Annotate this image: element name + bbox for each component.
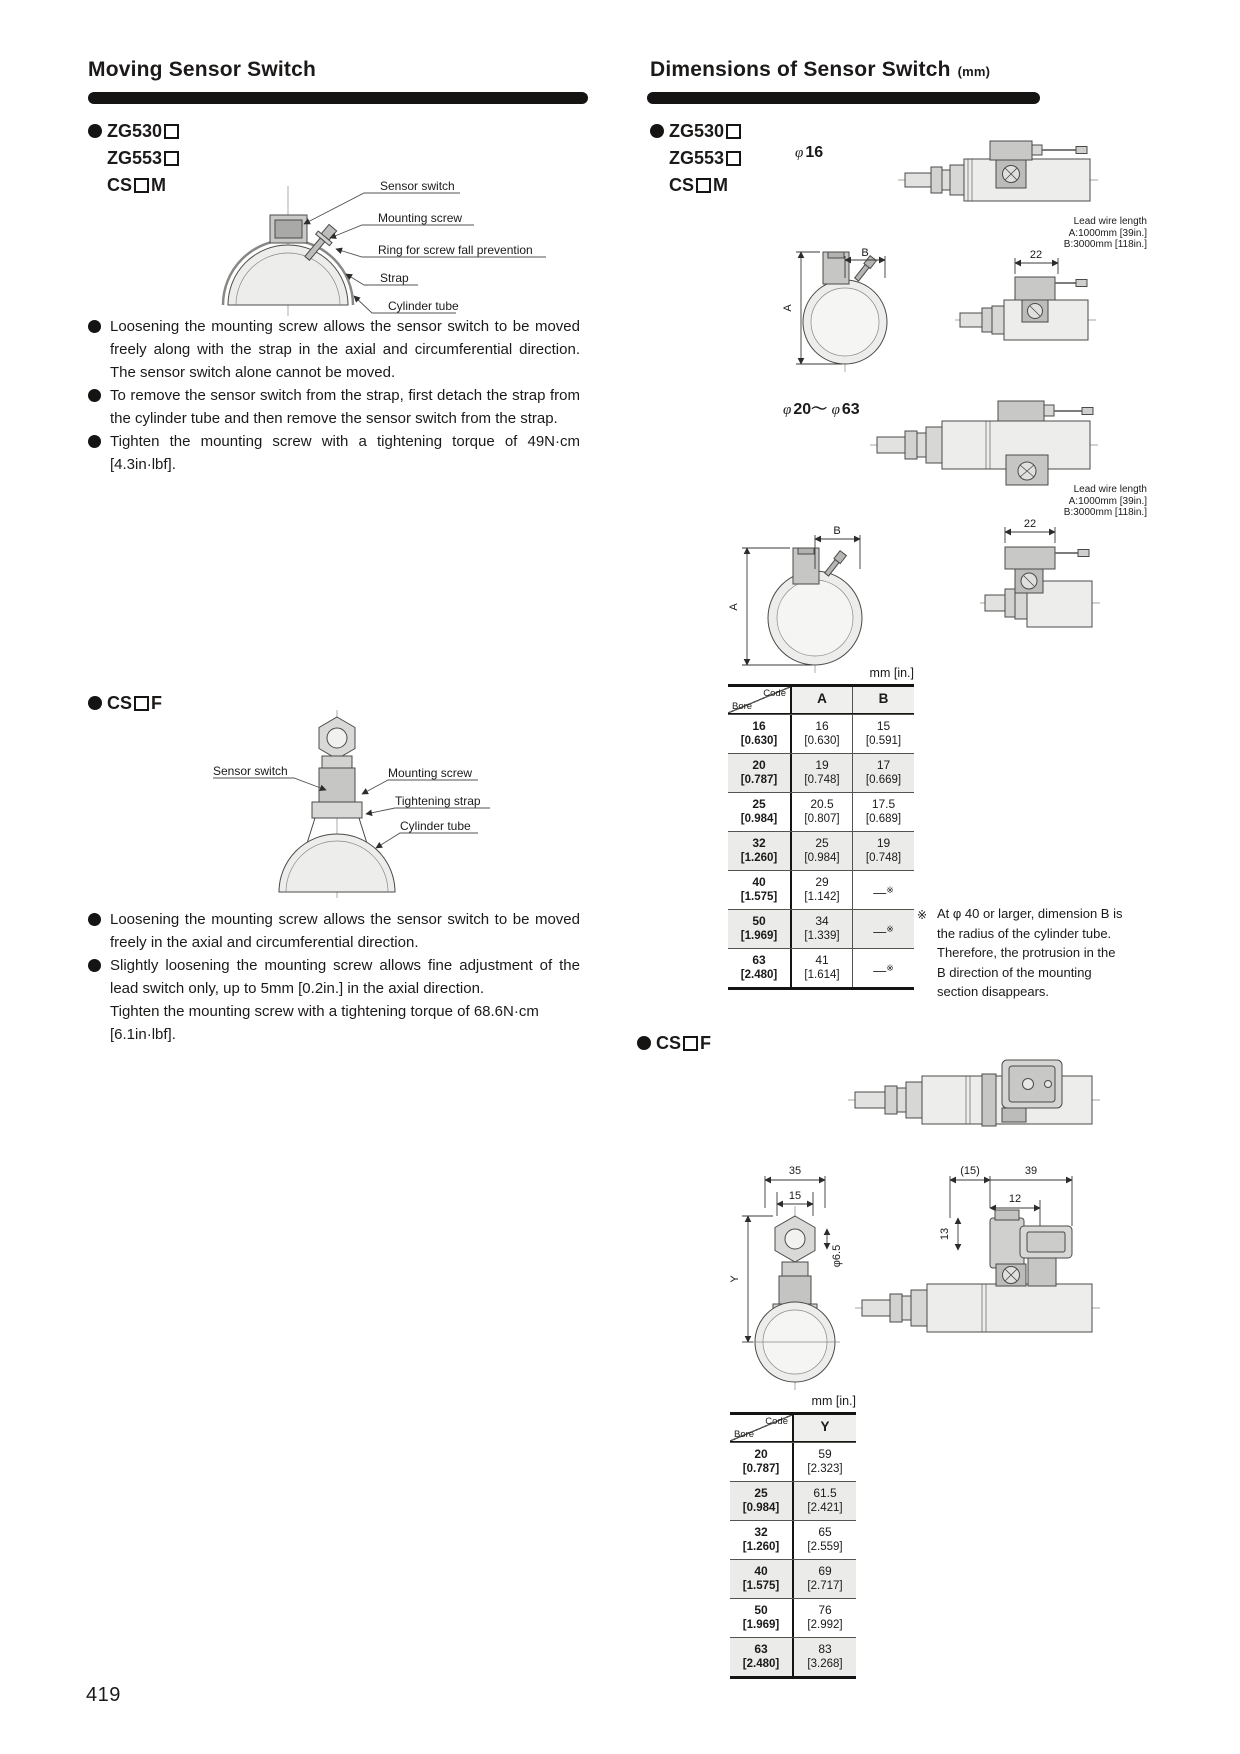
footnote-line: B direction of the mounting (937, 964, 1092, 980)
lead-wire-line: Lead wire length (1073, 484, 1147, 495)
table-row (728, 792, 914, 831)
lead-wire-note-2 (1053, 484, 1147, 519)
col-header-y: Y (794, 1415, 856, 1441)
cell-b: 17 [0.669] (853, 754, 914, 792)
diagram-moving-switch-band (168, 708, 558, 900)
right-title-text: Dimensions of Sensor Switch (650, 58, 951, 81)
cell-a: 41 [1.614] (792, 949, 853, 987)
cell-b: —※ (853, 910, 914, 948)
model-code-suffix: M (713, 175, 729, 195)
side-view-bottom (955, 249, 1096, 340)
body (855, 1210, 1100, 1332)
callout-sensor-switch: Sensor switch (213, 764, 288, 778)
table-header-row (728, 687, 914, 714)
cell-bore: 50 [1.969] (730, 1599, 794, 1637)
page-number: 419 (86, 1684, 121, 1706)
mounting-screw (823, 551, 846, 577)
phi-value: 16 (805, 144, 824, 161)
dim-label-b: B (833, 525, 841, 537)
leader-sensor-switch (213, 778, 326, 790)
table-row (730, 1598, 856, 1637)
side-view-top (848, 1060, 1100, 1126)
leader-cylinder-tube (376, 833, 478, 848)
cylinder-tube-dome (279, 834, 395, 892)
left-bullet-list-2 (88, 908, 580, 1046)
bullet-dot-icon (88, 435, 101, 448)
side-view-bottom (980, 518, 1100, 627)
dim-label-39: 39 (1024, 1165, 1038, 1177)
corner-bore: Bore (732, 701, 753, 712)
sensor-switch (1005, 547, 1055, 569)
cell-a: 25 [0.984] (792, 832, 853, 870)
dimension-drawing-phi20-63 (630, 395, 1160, 680)
bullet-item (88, 315, 580, 384)
table-header-row (730, 1415, 856, 1442)
callout-cylinder-tube: Cylinder tube (400, 819, 471, 833)
mounting-bracket (1002, 1108, 1026, 1122)
corner-cell (728, 687, 792, 713)
dimension-table-y (730, 1412, 856, 1679)
lead-wire-line: B:3000mm [118in.] (1063, 239, 1147, 250)
table-row (728, 714, 914, 753)
dim-label-phi65: φ6.5 (831, 1244, 843, 1268)
cell-b: 17.5 [0.689] (853, 793, 914, 831)
model-code: ZG530 (669, 121, 725, 141)
hex-nut-hole (785, 1229, 805, 1249)
dim-13 (939, 1218, 958, 1250)
lead-wire-line: Lead wire length (1073, 216, 1147, 227)
cell-b: —※ (853, 871, 914, 909)
cell-bore: 50 [1.969] (728, 910, 792, 948)
table-row (728, 909, 914, 948)
corner-code: Code (763, 688, 786, 699)
table-row (730, 1637, 856, 1676)
footnote-line: the radius of the cylinder tube. (937, 925, 1112, 941)
bullet-continuation: Tighten the mounting screw with a tightening torque of 68.6N·cm [6.1in·lbf]. (110, 1003, 539, 1043)
table-row (728, 948, 914, 987)
lead-wire-line: B:3000mm [118in.] (1063, 507, 1147, 518)
option-box-icon (134, 696, 149, 711)
footnote-line: section disappears. (937, 984, 1050, 999)
leader-mounting-screw (330, 225, 474, 238)
sensor-switch (1015, 277, 1055, 300)
bullet-dot-icon (88, 124, 102, 138)
connector-vertical (990, 1218, 1024, 1268)
phi-symbol: φ (831, 402, 840, 418)
footnote-mark: ※ (917, 908, 928, 922)
leader-mounting-screw (362, 780, 478, 794)
bullet-dot-icon (88, 389, 101, 402)
dimension-drawing-csf (630, 1050, 1160, 1395)
front-view (782, 247, 887, 372)
model-code: CS (669, 175, 695, 195)
table-row (728, 753, 914, 792)
dim-label-22: 22 (1023, 518, 1037, 530)
model-code-suffix: F (700, 1033, 712, 1053)
bullet-dot-icon (637, 1036, 651, 1050)
cell-bore: 40 [1.575] (730, 1560, 794, 1598)
dimension-table-ab (728, 684, 914, 990)
corner-bore: Bore (734, 1429, 755, 1440)
bullet-text: Slightly loosening the mounting screw allows fine adjustment of the lead switch only, up to 5mm [0.2in.] in the axial direction. (110, 957, 580, 997)
cell-bore: 63 [2.480] (730, 1638, 794, 1676)
sensor-switch-body (319, 768, 355, 802)
cell-bore: 32 [1.260] (728, 832, 792, 870)
mounting-bracket (1028, 1258, 1056, 1286)
dim-label-y: Y (729, 1275, 741, 1283)
footnote (917, 904, 1155, 1002)
sensor-switch (998, 401, 1044, 421)
phi-symbol: φ (795, 145, 804, 161)
bullet-dot-icon (88, 320, 101, 333)
cell-bore: 16 [0.630] (728, 715, 792, 753)
cell-a: 29 [1.142] (792, 871, 853, 909)
cell-a: 20.5 [0.807] (792, 793, 853, 831)
cell-bore: 40 [1.575] (728, 871, 792, 909)
cell-bore: 63 [2.480] (728, 949, 792, 987)
model-code-suffix: M (151, 175, 167, 195)
bullet-text: To remove the sensor switch from the strap, first detach the strap from the cylinder tube and then remove the sensor switch from the strap. (110, 387, 580, 427)
table-row (730, 1481, 856, 1520)
diagram-moving-switch-strap (168, 146, 558, 321)
left-section-title: Moving Sensor Switch (88, 58, 317, 81)
dim-label-13: 13 (939, 1227, 951, 1241)
bullet-item (88, 430, 580, 476)
table-row (730, 1442, 856, 1481)
corner-cell (730, 1415, 794, 1441)
right-title-unit: (mm) (957, 64, 991, 79)
tightening-strap-band (982, 1074, 996, 1126)
cell-bore: 20 [0.787] (728, 754, 792, 792)
left-bullet-list-1 (88, 315, 580, 476)
model-code: CS (107, 693, 133, 713)
dim-label-22: 22 (1029, 249, 1043, 261)
model-code: CS (656, 1033, 682, 1053)
table-row (730, 1559, 856, 1598)
dim-label-15p: (15) (960, 1165, 980, 1177)
cell-y: 76 [2.992] (794, 1599, 856, 1637)
dim-label-15: 15 (788, 1190, 802, 1202)
cell-b: 19 [0.748] (853, 832, 914, 870)
side-view-right (855, 1165, 1100, 1332)
dim-label-12: 12 (1008, 1193, 1022, 1205)
cell-bore: 32 [1.260] (730, 1521, 794, 1559)
model-code-suffix: F (151, 693, 163, 713)
lead-wire-line: A:1000mm [39in.] (1068, 495, 1147, 507)
bullet-text: Loosening the mounting screw allows the sensor switch to be moved freely along with the strap in the axial and circumferential direction. The sensor switch alone cannot be moved. (110, 318, 580, 381)
cell-y: 61.5 [2.421] (794, 1482, 856, 1520)
option-box-icon (683, 1036, 698, 1051)
left-title-bar (88, 92, 588, 104)
callout-strap: Strap (380, 271, 409, 285)
sensor-switch (990, 141, 1032, 160)
front-view (729, 1165, 843, 1390)
sensor-switch-body (779, 1276, 811, 1304)
side-view-top (870, 401, 1098, 485)
right-section-title (650, 58, 990, 82)
cell-a: 19 [0.748] (792, 754, 853, 792)
bullet-text: Loosening the mounting screw allows the sensor switch to be moved freely in the axial and circumferential direction. (110, 911, 580, 951)
model-code: ZG553 (107, 148, 163, 168)
dim-label-b: B (861, 247, 869, 259)
cell-bore: 25 [0.984] (728, 793, 792, 831)
callout-mounting-screw: Mounting screw (388, 766, 473, 780)
unit-label: mm [in.] (869, 666, 914, 680)
model-code: ZG530 (107, 121, 163, 141)
footnote-line: At φ 40 or larger, dimension B is (937, 906, 1123, 921)
cell-y: 65 [2.559] (794, 1521, 856, 1559)
side-view-top (898, 141, 1098, 201)
dim-label-35: 35 (788, 1165, 802, 1177)
option-box-icon (134, 178, 149, 193)
bullet-text: Tighten the mounting screw with a tightening torque of 49N·cm [4.3in·lbf]. (110, 433, 580, 473)
left-model-csf (88, 690, 162, 717)
dim-phi65 (827, 1229, 843, 1267)
bullet-dot-icon (88, 959, 101, 972)
cell-y: 83 [3.268] (794, 1638, 856, 1676)
right-title-bar (647, 92, 1040, 104)
phi-value: 20 (793, 401, 812, 418)
table-row (728, 870, 914, 909)
sensor-switch-inner (275, 220, 302, 238)
table-row (728, 831, 914, 870)
cell-a: 34 [1.339] (792, 910, 853, 948)
range-tilde: ～ (811, 401, 828, 418)
cell-b: 15 [0.591] (853, 715, 914, 753)
phi-symbol: φ (783, 402, 792, 418)
phi-value: 63 (841, 401, 860, 418)
corner-code: Code (765, 1416, 788, 1427)
dim-label-a: A (782, 304, 794, 312)
lead-wire-line: A:1000mm [39in.] (1068, 227, 1147, 239)
cell-y: 69 [2.717] (794, 1560, 856, 1598)
dim-label-a: A (728, 603, 740, 611)
cell-b: —※ (853, 949, 914, 987)
tightening-strap-clamp (312, 802, 362, 818)
cell-bore: 25 [0.984] (730, 1482, 794, 1520)
bullet-item (88, 954, 580, 1000)
col-header-a: A (792, 687, 853, 713)
callout-ring: Ring for screw fall prevention (378, 243, 533, 257)
callout-tightening-strap: Tightening strap (395, 794, 481, 808)
model-code: ZG553 (669, 148, 725, 168)
bullet-dot-icon (88, 696, 102, 710)
lead-wire-note-1 (1053, 216, 1147, 251)
callout-mounting-screw: Mounting screw (378, 211, 463, 225)
callout-cylinder-tube: Cylinder tube (388, 299, 459, 313)
footnote-line: Therefore, the protrusion in the (937, 945, 1116, 960)
dimension-drawing-phi16 (630, 128, 1160, 373)
front-view (728, 525, 862, 673)
option-box-icon (164, 124, 179, 139)
dim-22 (1005, 518, 1055, 543)
model-item (88, 118, 181, 145)
dim-22 (1015, 249, 1058, 274)
bullet-item (88, 384, 580, 430)
table-row (730, 1520, 856, 1559)
cell-bore: 20 [0.787] (730, 1443, 794, 1481)
bullet-dot-icon (88, 913, 101, 926)
cell-a: 16 [0.630] (792, 715, 853, 753)
cell-y: 59 [2.323] (794, 1443, 856, 1481)
switch-neck (322, 756, 352, 768)
bullet-item (88, 908, 580, 954)
callout-sensor-switch: Sensor switch (380, 179, 455, 193)
unit-label: mm [in.] (811, 1394, 856, 1408)
col-header-b: B (853, 687, 914, 713)
model-code: CS (107, 175, 133, 195)
hex-nut-hole (327, 728, 347, 748)
leader-tightening-strap (366, 808, 490, 814)
